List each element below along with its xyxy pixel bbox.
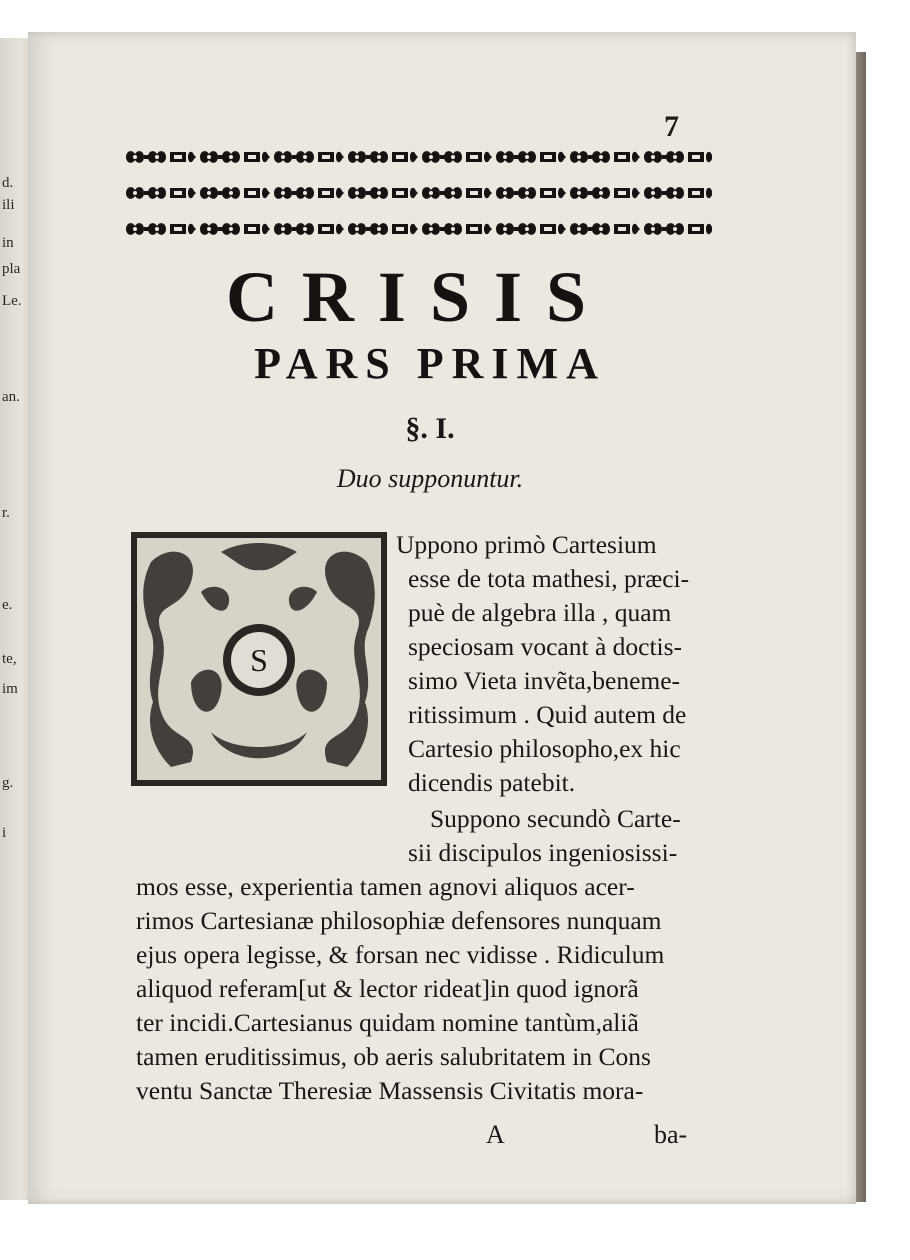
facing-page-fragment: d.	[2, 175, 14, 191]
facing-page-fragment: Le.	[2, 293, 22, 309]
facing-page-fragment: e.	[2, 597, 13, 613]
body-line: sii discipulos ingeniosissi-	[408, 838, 678, 867]
body-line: Cartesio philosopho,ex hic	[408, 734, 681, 763]
facing-page-fragment: i	[2, 825, 7, 841]
woodcut-initial	[131, 532, 387, 786]
page-heading: CRISIS	[225, 257, 611, 337]
facing-page-fragment: an.	[2, 389, 20, 405]
body-line: aliquod referam[ut & lector rideat]in quod ignorã	[136, 974, 639, 1003]
facing-page-fragment: r.	[2, 505, 10, 521]
section-title: Duo supponuntur.	[336, 464, 524, 493]
body-line: ter incidi.Cartesianus quidam nomine tantùm,aliã	[136, 1008, 639, 1037]
facing-page-fragment: g.	[2, 775, 14, 791]
body-line: speciosam vocant à doctis-	[408, 632, 683, 661]
facing-page-fragment: in	[2, 235, 14, 251]
body-line: simo Vieta invẽta,beneme-	[408, 666, 681, 695]
facing-page-fragment: im	[2, 681, 18, 697]
body-line: ejus opera legisse, & forsan nec vidisse . Ridiculum	[136, 940, 665, 969]
body-line: tamen eruditissimus, ob aeris salubritatem in Cons	[136, 1042, 651, 1071]
body-line: puè de algebra illa , quam	[408, 598, 672, 627]
body-line: dicendis patebit.	[408, 768, 576, 797]
body-line: esse de tota mathesi, præci-	[408, 564, 690, 593]
section-mark: §. I.	[405, 412, 455, 445]
signature-mark: A	[486, 1120, 505, 1149]
page-number: 7	[664, 110, 679, 143]
body-line: rimos Cartesianæ philosophiæ defensores nunquam	[136, 906, 662, 935]
body-line: ventu Sanctæ Theresiæ Massensis Civitatis mora-	[136, 1076, 644, 1105]
ornament-band	[124, 145, 712, 249]
facing-page-fragment: ili	[2, 197, 15, 213]
facing-page-fragment: pla	[2, 261, 21, 277]
page-subheading: PARS PRIMA	[254, 339, 606, 388]
body-line: Suppono secundò Carte-	[430, 804, 681, 833]
body-line: mos esse, experientia tamen agnovi aliquos acer-	[136, 872, 635, 901]
body-line: Uppono primò Cartesium	[396, 530, 657, 559]
facing-page-fragment: te,	[2, 651, 17, 667]
catchword: ba-	[654, 1120, 688, 1149]
body-line: ritissimum . Quid autem de	[408, 700, 687, 729]
initial-letter: S	[250, 642, 268, 678]
